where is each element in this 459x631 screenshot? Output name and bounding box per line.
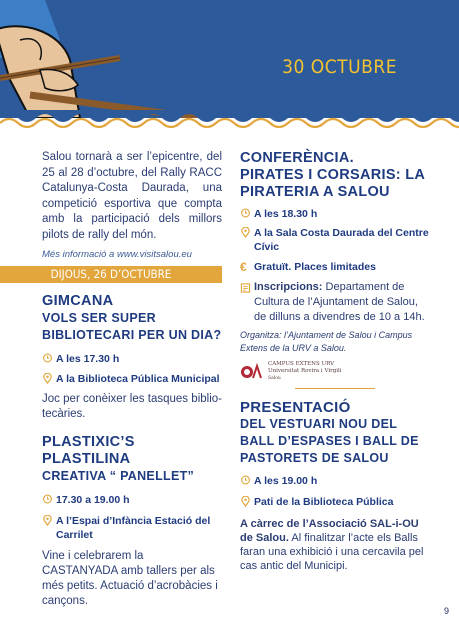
- registration-details: Departament de Cultura de l’Ajuntament de Salou, de dilluns a divendres de 10 a 14h.: [254, 281, 425, 323]
- clock-icon: [42, 352, 53, 363]
- event-conferencia: [240, 150, 430, 382]
- scalloped-border: [0, 110, 459, 132]
- time-row: [240, 207, 430, 221]
- rally-text: Salou tornarà a ser l’epicentre, del 25 al 28 d’octubre, del Rally RACC Catalunya-Costa Daurada, una competició esportiva que compta amb la participació dels millors pilots de rally del món.: [42, 151, 222, 241]
- page-number: 9: [443, 606, 449, 616]
- event-plastixic: [42, 434, 222, 609]
- location-pin-icon: [42, 514, 53, 526]
- event-title: GIMCANA: [42, 293, 114, 309]
- event-subtitle: VOLS SER SUPER BIBLIOTECARI PER UN DIA?: [42, 311, 222, 342]
- location-pin-icon: [42, 372, 53, 384]
- event-place: Pati de la Biblioteca Pública: [254, 496, 394, 508]
- event-time: 17.30 a 19.00 h: [56, 494, 130, 506]
- event-gimcana: [42, 293, 222, 422]
- event-place: A la Biblioteca Pública Municipal: [56, 373, 220, 385]
- right-column: [240, 150, 430, 573]
- event-description: Joc per conèixer les tasques bibliotecàries.: [42, 393, 222, 420]
- logo-line-3: Salou: [268, 376, 281, 381]
- event-place: A la Sala Costa Daurada del Centre Cívic: [254, 227, 429, 253]
- place-row: [240, 495, 430, 509]
- header-banner: [0, 0, 459, 118]
- time-row: [42, 493, 222, 507]
- event-time: A les 17.30 h: [56, 353, 120, 365]
- event-title: PLASTIXIC’S PLASTILINA: [42, 434, 135, 467]
- time-row: [42, 352, 222, 366]
- document-icon: [240, 282, 251, 293]
- logo-line-2: Universitat Rovira i Virgili: [268, 368, 342, 374]
- organizers: Organitza: l’Ajuntament de Salou i Campus Extens de la URV a Salou.: [240, 330, 413, 353]
- time-row: [240, 474, 430, 488]
- place-row: [42, 372, 222, 386]
- clock-icon: [240, 474, 251, 485]
- registration-label: Inscripcions:: [254, 281, 323, 293]
- left-column: [42, 150, 222, 609]
- event-title: PRESENTACIÓ: [240, 399, 351, 416]
- banner-date: 30 OCTUBRE: [282, 56, 397, 78]
- price-row: [240, 260, 430, 274]
- event-subtitle: DEL VESTUARI NOU DEL BALL D’ESPASES I BALL DE PASTORETS DE SALOU: [240, 417, 419, 465]
- more-info-link[interactable]: Més informació a www.visitsalou.eu: [42, 249, 192, 260]
- registration-row: [240, 280, 430, 325]
- registration-text: [254, 280, 430, 325]
- event-time: A les 19.00 h: [254, 475, 318, 487]
- divider: [295, 388, 375, 389]
- event-subtitle: CREATIVA “ PANELLET”: [42, 469, 195, 483]
- event-description: Vine i celebrarem la CASTANYADA amb tallers per als més petits. Actuació d’acrobàcies i cançons.: [42, 550, 218, 607]
- event-details: Al finalitzar l’acte els Balls faran una exhibició i una cercavila pel cas antic del Municipi.: [240, 532, 424, 572]
- place-row: [240, 226, 430, 254]
- event-description: [240, 517, 430, 573]
- event-subtitle: PIRATES I CORSARIS: LA PIRATERIA A SALOU: [240, 167, 425, 200]
- urv-logo-icon: [240, 363, 264, 381]
- clock-icon: [42, 493, 53, 504]
- place-row: [42, 514, 222, 542]
- campus-extens-logo: [240, 361, 430, 382]
- logo-line-1: CAMPUS EXTENS URV: [268, 361, 335, 367]
- location-pin-icon: [240, 226, 251, 238]
- event-price: Gratuït. Places limitades: [254, 261, 376, 273]
- day-bar: DIJOUS, 26 D’OCTUBRE: [0, 266, 222, 283]
- event-lead: A càrrec de l’Associació SAL-i-OU de Salou.: [240, 518, 419, 544]
- event-time: A les 18.30 h: [254, 208, 318, 220]
- event-title: CONFERÈNCIA.: [240, 150, 354, 166]
- euro-icon: €: [240, 260, 247, 274]
- event-presentacio: [240, 399, 430, 573]
- clock-icon: [240, 207, 251, 218]
- location-pin-icon: [240, 495, 251, 507]
- event-place: A l’Espai d’Infància Estació del Carrilet: [56, 515, 211, 541]
